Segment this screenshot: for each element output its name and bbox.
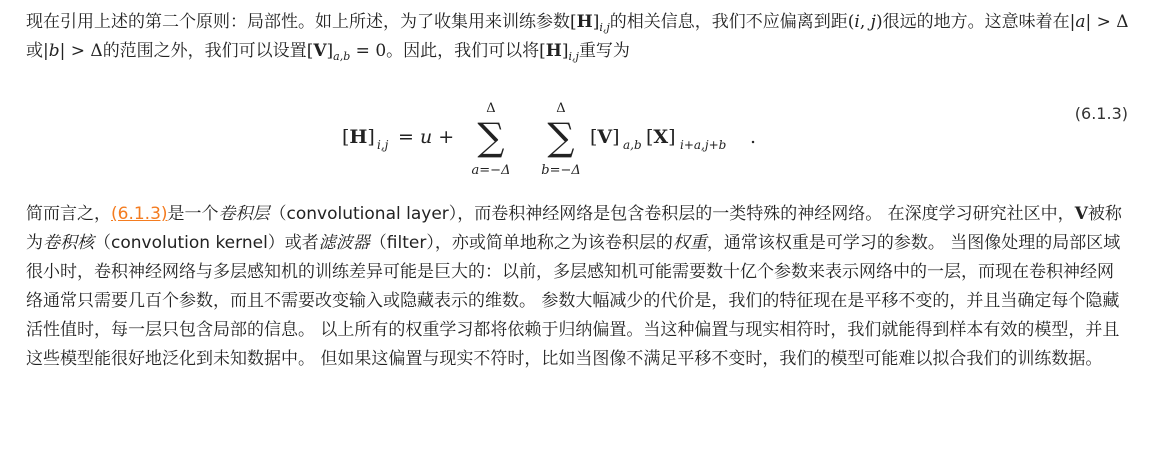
term-conv-layer: 卷积层 bbox=[218, 204, 270, 224]
svg-text:Δ: Δ bbox=[556, 101, 566, 116]
svg-text:i,j: i,j bbox=[377, 138, 389, 152]
svg-text:[V]: [V] bbox=[590, 126, 620, 148]
svg-text:∑: ∑ bbox=[547, 115, 575, 159]
svg-text:[H]: [H] bbox=[342, 126, 375, 148]
svg-text:a,b: a,b bbox=[623, 138, 642, 152]
text: 很远的地方。这意味着在 bbox=[882, 12, 1070, 32]
equation-ref-link[interactable]: (6.1.3) bbox=[111, 204, 168, 224]
svg-text:= u +: = u + bbox=[398, 126, 455, 148]
text: （convolution kernel）或者 bbox=[94, 233, 319, 253]
paragraph-locality bbox=[26, 8, 1130, 66]
text: 或 bbox=[26, 41, 43, 61]
text: 。因此，我们可以将 bbox=[386, 41, 540, 61]
math-H-ij: $[H]_{i,j}$ bbox=[570, 12, 610, 34]
term-weight: 权重 bbox=[672, 233, 707, 253]
text: 重写为 bbox=[578, 41, 630, 61]
svg-text:∑: ∑ bbox=[477, 115, 505, 159]
math-V: V bbox=[1074, 204, 1088, 224]
text: （convolutional layer），而卷积神经网络是包含卷积层的一类特殊的神经网络。 在深度学习研究社区中， bbox=[269, 204, 1075, 224]
text: ，通常该权重是可学习的参数。 当图像处理的局部区域很小时，卷积神经网络与多层感知机的训练差异可能是巨大的：以前，多层感知机可能需要数十亿个参数来表示网络中的一层，而现在卷积神经网络通常只需要几百个参数，而且不需要改变输入或隐藏表示的维数。 参数大幅减少的代价是，我们的特征现在是平移不变的，并且当确定每个隐藏活性值时，每一层只包含局部的信息。 以上所有的权重学习都将依赖于归纳偏置。当这种偏置与现实相符时，我们就能得到样本有效的模型，并且这些模型能很好地泛化到未知数据中。 但如果这偏置与现实不符时，比如当图像不满足平移不变时，我们的模型可能难以拟合我们的训练数据。 bbox=[26, 233, 1121, 369]
math-abs-b: |b| > Δ bbox=[43, 41, 103, 61]
term-conv-kernel: 卷积核 bbox=[43, 233, 94, 253]
text: （filter），亦或简单地称之为该卷积层的 bbox=[369, 233, 673, 253]
equation-conv bbox=[0, 100, 1152, 180]
text: 现在引用上述的第二个原则：局部性。如上所述，为了收集用来训练参数 bbox=[26, 12, 570, 32]
svg-text:b=−Δ: b=−Δ bbox=[541, 163, 581, 178]
math-V-ab-zero: $[V]_{a,b} = 0$ bbox=[306, 41, 387, 63]
math-i-j: (i, j) bbox=[847, 12, 883, 32]
term-filter: 滤波器 bbox=[318, 233, 370, 253]
svg-text:Δ: Δ bbox=[486, 101, 496, 116]
equation-number: (6.1.3) bbox=[1074, 104, 1128, 123]
text: 是一个 bbox=[167, 204, 219, 224]
math-abs-a: |a| > Δ bbox=[1069, 12, 1129, 32]
svg-text:[X]: [X] bbox=[646, 126, 676, 148]
paragraph-conv-layer bbox=[26, 200, 1130, 374]
svg-text:.: . bbox=[750, 126, 757, 148]
text: 被称为 bbox=[26, 204, 1122, 253]
text: 的范围之外，我们可以设置 bbox=[102, 41, 307, 61]
text: 简而言之， bbox=[26, 204, 111, 224]
math-H-ij-2: $[H]_{i,j}$ bbox=[539, 41, 579, 63]
svg-text:i+a,j+b: i+a,j+b bbox=[680, 138, 727, 152]
svg-text:a=−Δ: a=−Δ bbox=[471, 163, 511, 178]
text: 的相关信息，我们不应偏离到距 bbox=[609, 12, 848, 32]
